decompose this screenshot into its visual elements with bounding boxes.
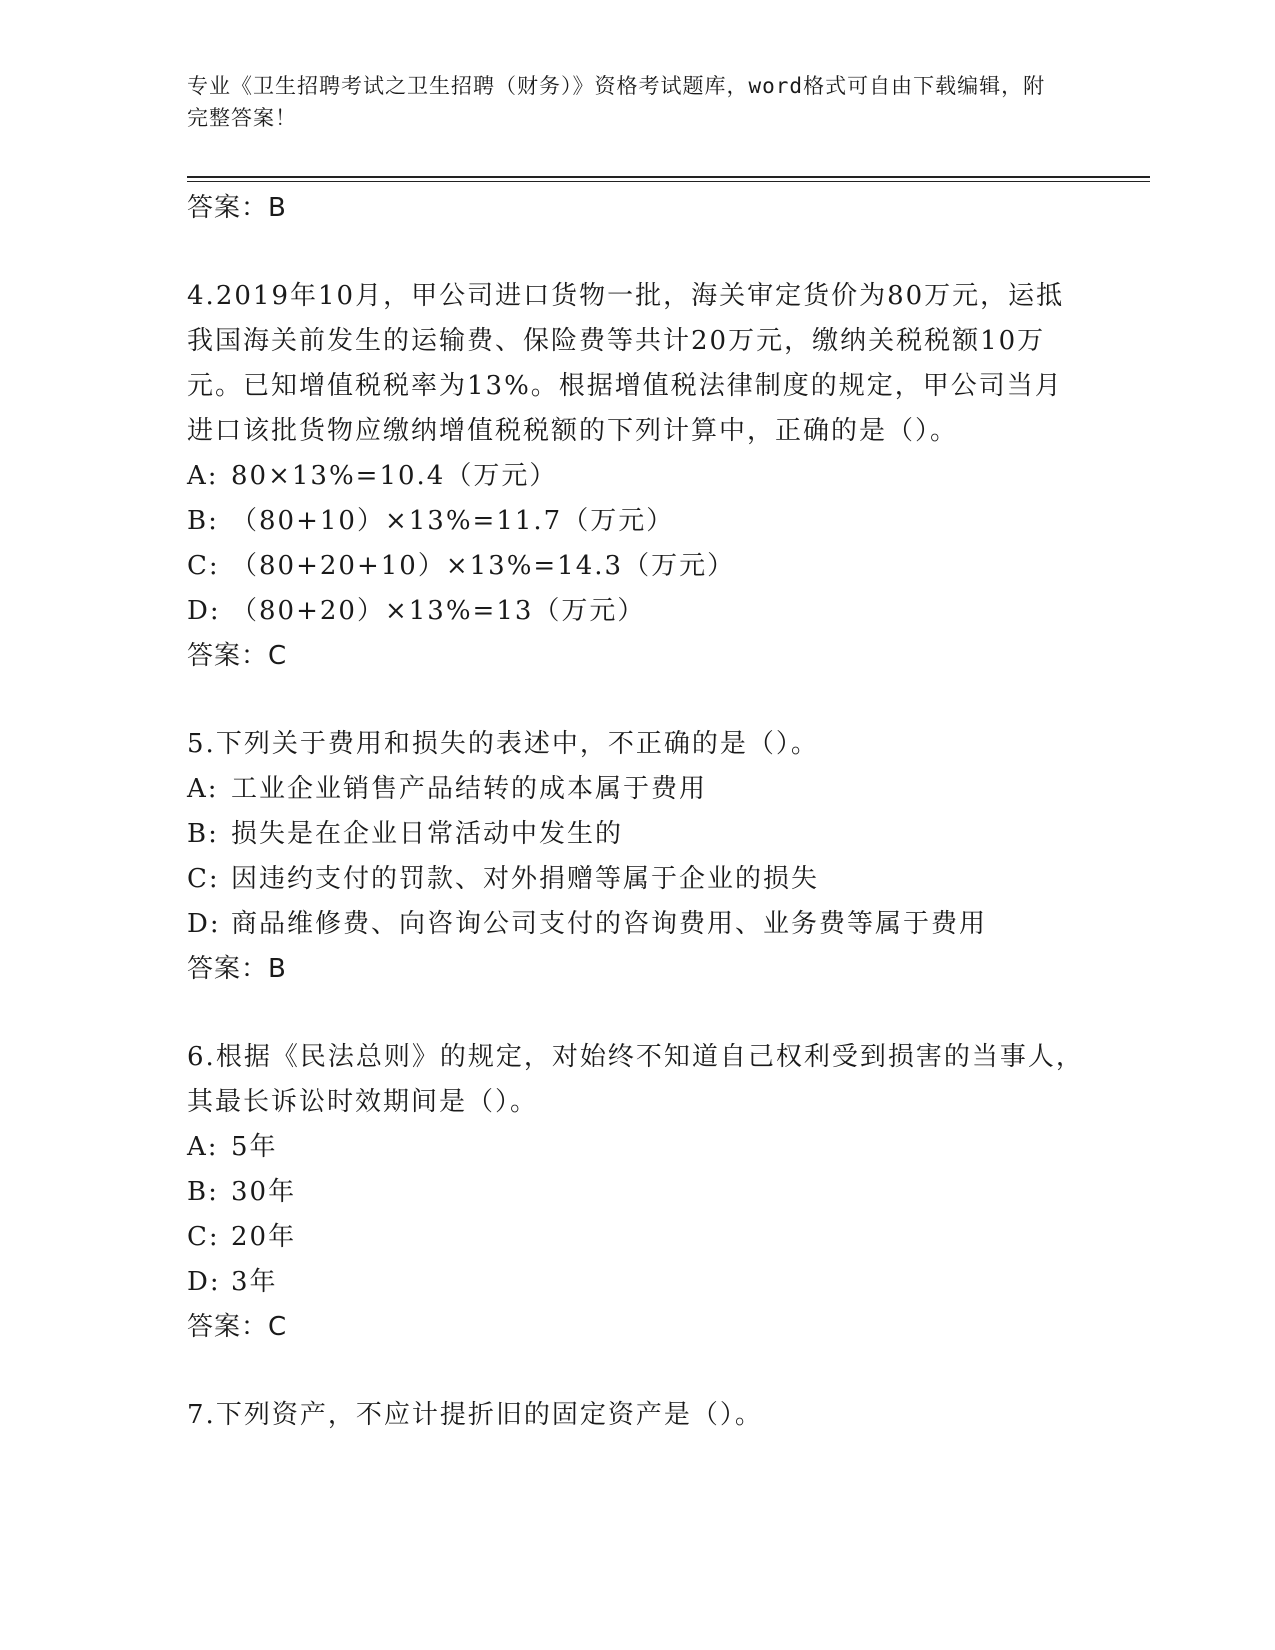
option-text: 工业企业销售产品结转的成本属于费用 — [231, 774, 708, 804]
option-text: （80+20）×13%=13（万元） — [231, 596, 646, 626]
option-text: 3年 — [231, 1267, 278, 1297]
question-stem — [187, 1035, 1087, 1125]
answer-line — [187, 947, 1087, 991]
option-label: B: — [187, 506, 219, 536]
question-number: 7. — [187, 1400, 216, 1430]
option-d — [187, 902, 1087, 947]
option-text: 80×13%=10.4（万元） — [231, 461, 558, 491]
option-label: D: — [187, 909, 221, 939]
answer-value: C — [268, 1312, 288, 1342]
question-text: 下列资产，不应计提折旧的固定资产是（）。 — [215, 1400, 763, 1430]
spacer — [187, 991, 1087, 1035]
question-stem — [187, 722, 1087, 767]
option-b — [187, 1170, 1087, 1215]
header-divider — [187, 176, 1150, 182]
option-text: 20年 — [231, 1222, 297, 1252]
question-5 — [187, 722, 1087, 991]
answer-line — [187, 634, 1087, 678]
option-text: 30年 — [231, 1177, 297, 1207]
option-b — [187, 499, 1087, 544]
answer-label: 答案： — [187, 193, 269, 223]
question-7 — [187, 1393, 1087, 1438]
spacer — [187, 1349, 1087, 1393]
option-label: A: — [187, 1132, 219, 1162]
answer-value: B — [268, 954, 287, 984]
option-label: D: — [187, 596, 221, 626]
question-4 — [187, 274, 1087, 678]
spacer — [187, 678, 1087, 722]
answer-line — [187, 186, 1087, 230]
page-header: 专业《卫生招聘考试之卫生招聘（财务）》资格考试题库，word格式可自由下载编辑，附完整答案！ — [187, 74, 1046, 130]
option-d — [187, 1260, 1087, 1305]
option-a — [187, 767, 1087, 812]
question-text: 2019年10月，甲公司进口货物一批，海关审定货价为80万元，运抵我国海关前发生的运输费、保险费等共计20万元，缴纳关税税额10万元。已知增值税税率为13%。根据增值税法律制度的规定，甲公司当月进口该批货物应缴纳增值税税额的下列计算中，正确的是（）。 — [187, 281, 1065, 446]
option-text: （80+10）×13%=11.7（万元） — [231, 506, 675, 536]
option-label: C: — [187, 551, 220, 581]
question-number: 5. — [187, 729, 216, 759]
answer-line — [187, 1305, 1087, 1349]
option-label: A: — [187, 774, 219, 804]
option-label: B: — [187, 819, 219, 849]
option-label: B: — [187, 1177, 219, 1207]
option-c — [187, 1215, 1087, 1260]
answer-label: 答案： — [187, 954, 269, 984]
answer-value: B — [268, 193, 287, 223]
option-b — [187, 812, 1087, 857]
option-c — [187, 544, 1087, 589]
answer-label: 答案： — [187, 1312, 269, 1342]
option-label: A: — [187, 461, 219, 491]
question-stem — [187, 1393, 1087, 1438]
option-a — [187, 1125, 1087, 1170]
option-label: D: — [187, 1267, 221, 1297]
question-6 — [187, 1035, 1087, 1349]
option-label: C: — [187, 864, 220, 894]
option-text: 因违约支付的罚款、对外捐赠等属于企业的损失 — [231, 864, 820, 894]
option-d — [187, 589, 1087, 634]
question-text: 下列关于费用和损失的表述中，不正确的是（）。 — [215, 729, 819, 759]
question-number: 6. — [187, 1042, 216, 1072]
option-text: 商品维修费、向咨询公司支付的咨询费用、业务费等属于费用 — [231, 909, 988, 939]
question-list — [187, 186, 1087, 1438]
option-text: 损失是在企业日常活动中发生的 — [231, 819, 624, 849]
option-c — [187, 857, 1087, 902]
answer-value: C — [268, 641, 288, 671]
answer-label: 答案： — [187, 641, 269, 671]
option-text: （80+20+10）×13%=14.3（万元） — [231, 551, 736, 581]
question-text: 根据《民法总则》的规定，对始终不知道自己权利受到损害的当事人，其最长诉讼时效期间是（）。 — [187, 1042, 1084, 1117]
option-label: C: — [187, 1222, 220, 1252]
question-number: 4. — [187, 281, 216, 311]
option-a — [187, 454, 1087, 499]
question-stem — [187, 274, 1087, 454]
spacer — [187, 230, 1087, 274]
option-text: 5年 — [231, 1132, 278, 1162]
